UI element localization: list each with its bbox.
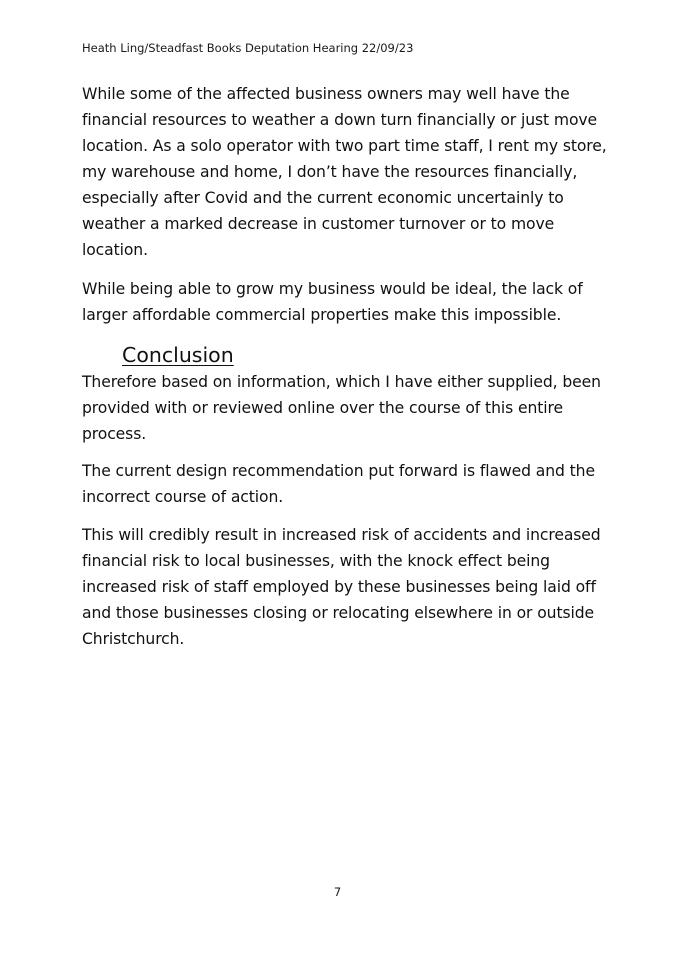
running-header: Heath Ling/Steadfast Books Deputation Hearing 22/09/23 bbox=[82, 41, 414, 55]
conclusion-paragraph: This will credibly result in increased risk of accidents and increased financial risk to local businesses, with the knock effect being increased risk of staff employed by these businesses being laid off and those businesses closing or relocating elsewhere in or outside Christchurch. bbox=[82, 526, 601, 648]
page-number: 7 bbox=[333, 885, 342, 899]
body-paragraph: While some of the affected business owners may well have the financial resources to weather a down turn financially or just move location. As a solo operator with two part time staff, I rent my store, my warehouse and home, I don’t have the resources financially, especially after Covid and the current economic uncertainly to weather a marked decrease in customer turnover or to move location. bbox=[82, 85, 607, 259]
body-paragraph: While being able to grow my business would be ideal, the lack of larger affordable commercial properties make this impossible. bbox=[82, 280, 583, 324]
section-heading: Conclusion bbox=[122, 343, 234, 367]
conclusion-paragraph: Therefore based on information, which I have either supplied, been provided with or reviewed online over the course of this entire process. bbox=[82, 373, 601, 443]
conclusion-paragraph: The current design recommendation put forward is flawed and the incorrect course of action. bbox=[82, 462, 595, 506]
